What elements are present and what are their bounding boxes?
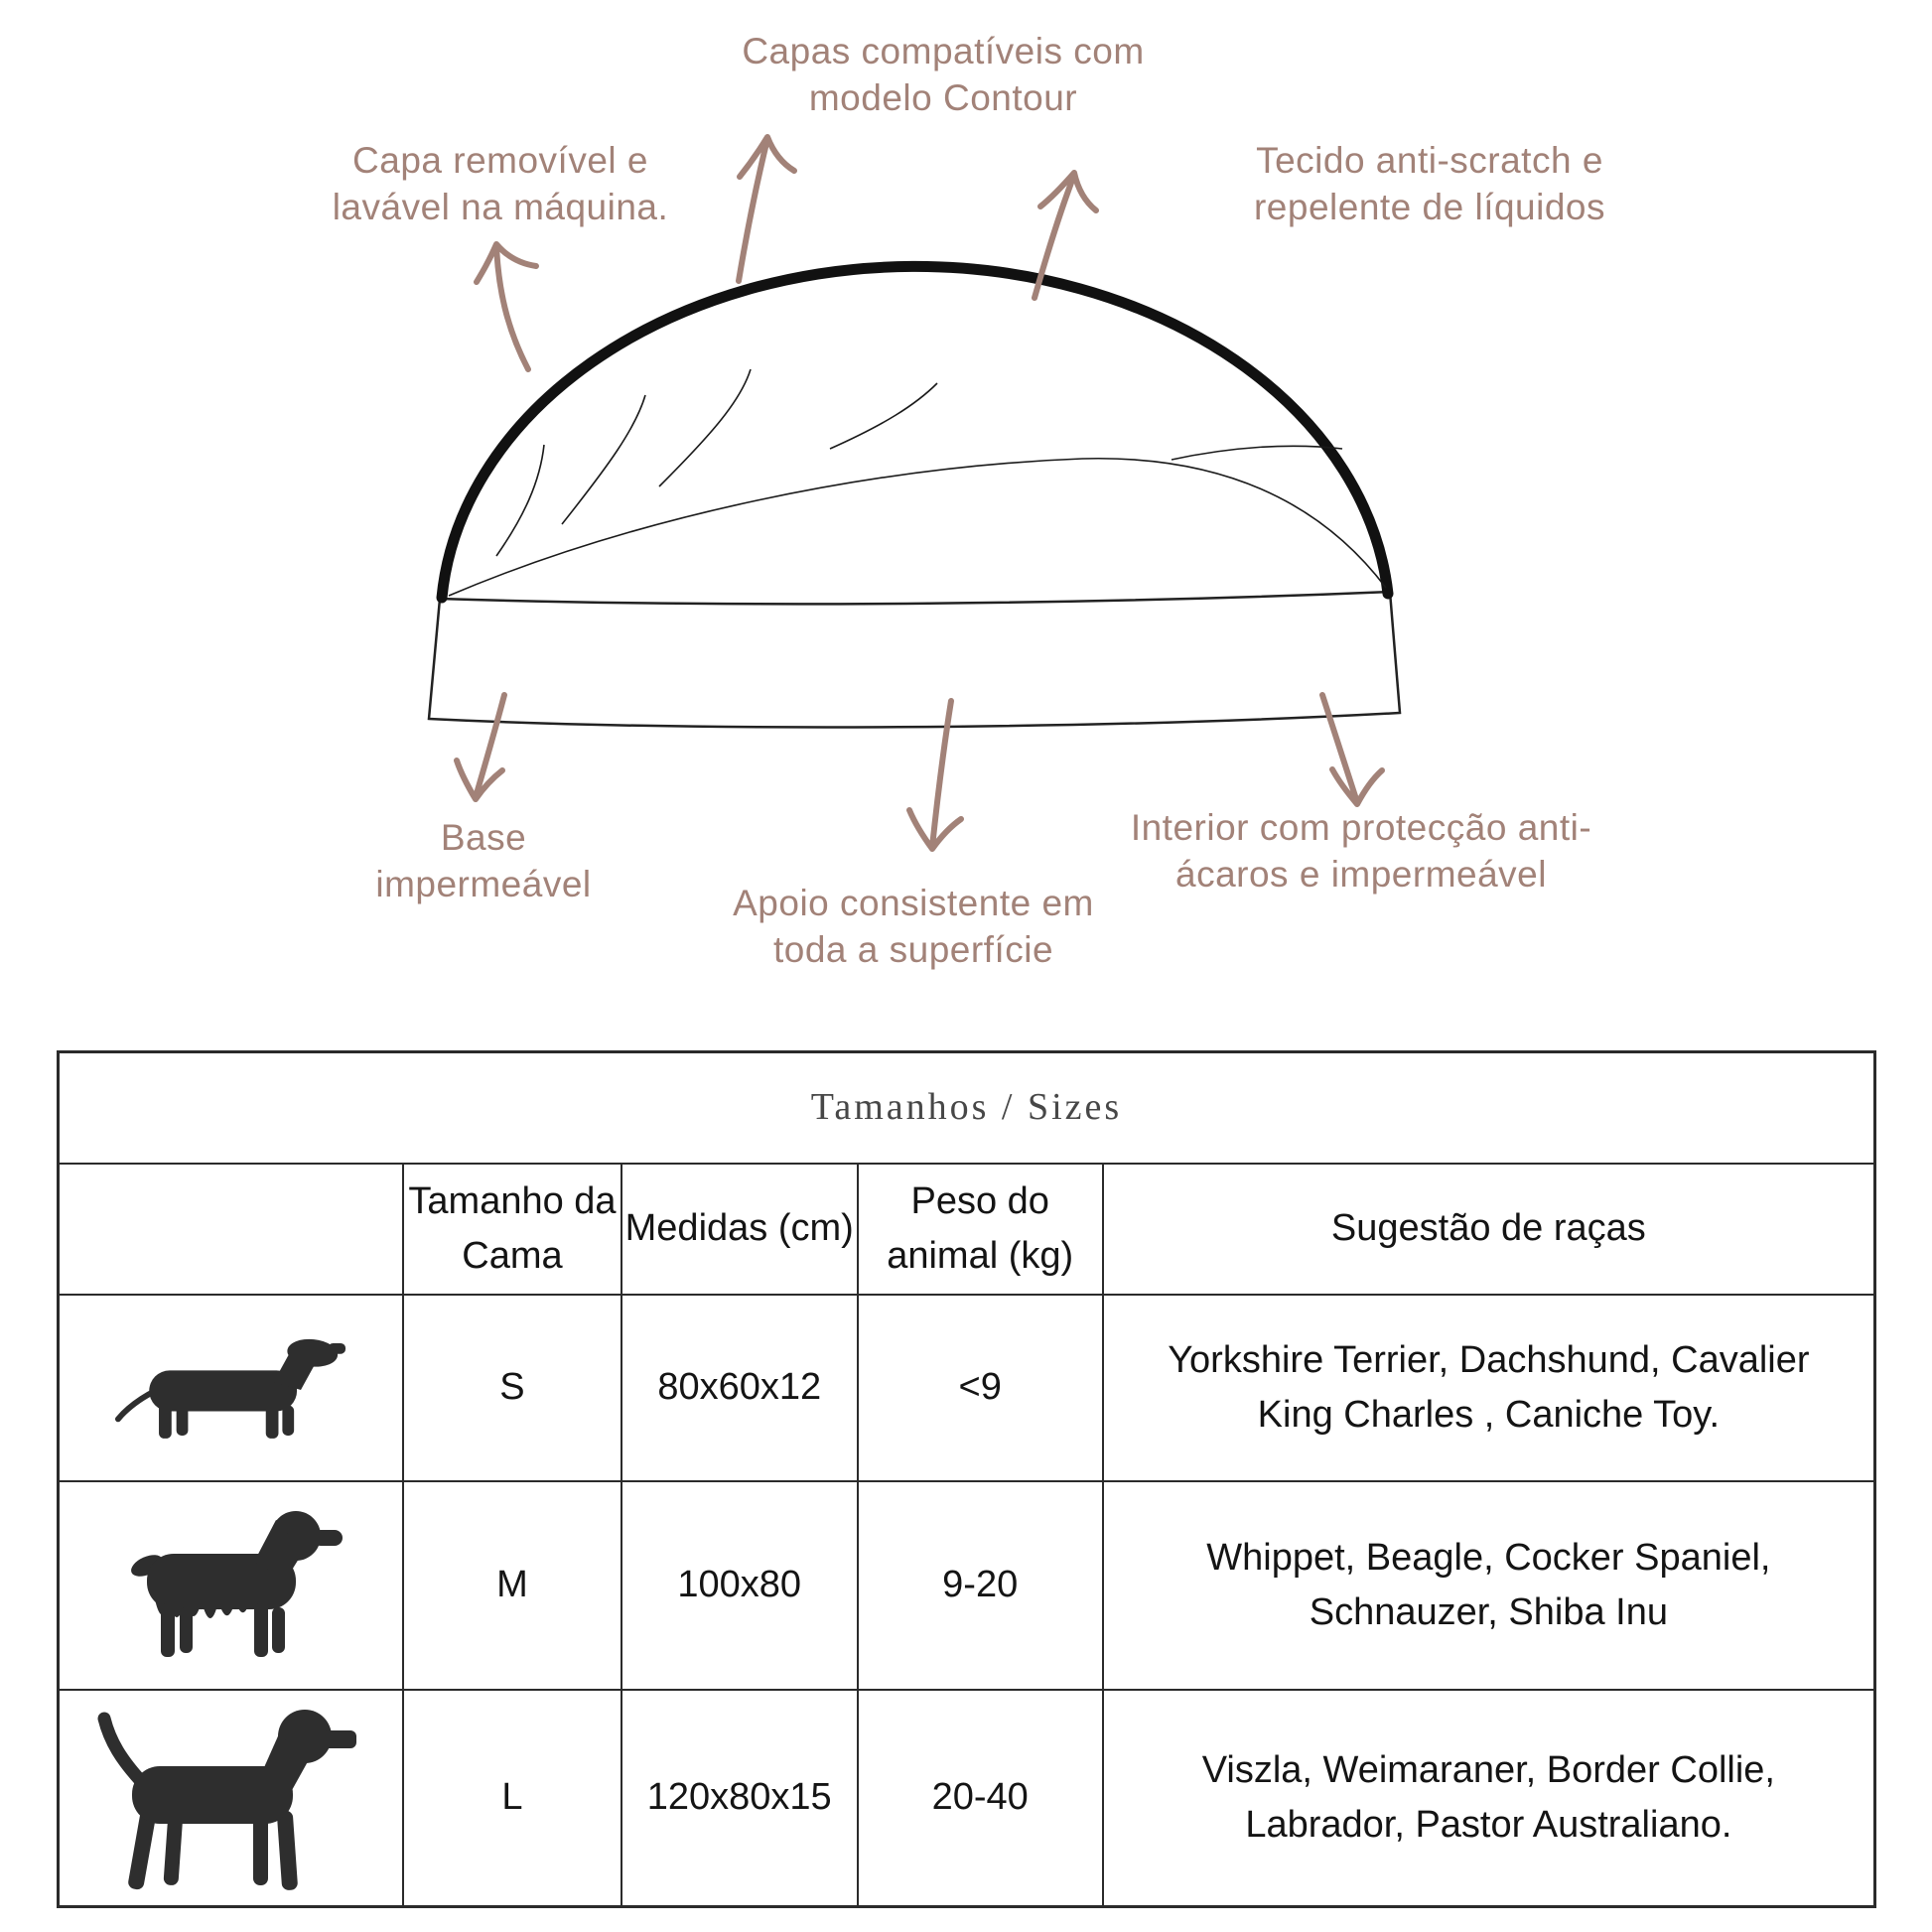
- label-anti-scratch-fabric: Tecido anti-scratch e repelente de líquidos: [1253, 140, 1606, 228]
- header-breed-suggestion: Sugestão de raças: [1103, 1164, 1875, 1295]
- cell-dog-m: [59, 1481, 404, 1690]
- cushion-fold-lines: [449, 369, 1386, 596]
- cell-size-s: S: [403, 1295, 621, 1481]
- cell-breeds-m: Whippet, Beagle, Cocker Spaniel, Schnauzer, Shiba Inu: [1103, 1481, 1875, 1690]
- table-title-row: [59, 1052, 1875, 1165]
- cell-breeds-s: Yorkshire Terrier, Dachshund, Cavalier King Charles , Caniche Toy.: [1103, 1295, 1875, 1481]
- arrow-top-center: [739, 137, 794, 281]
- cell-weight-s: <9: [858, 1295, 1103, 1481]
- cell-dog-s: [59, 1295, 404, 1481]
- bed-base: [429, 592, 1400, 727]
- table-row-size-m: [59, 1481, 1875, 1690]
- header-animal-weight: Peso do animal (kg): [858, 1164, 1103, 1295]
- header-icon-column: [59, 1164, 404, 1295]
- cell-measures-l: 120x80x15: [621, 1690, 858, 1907]
- label-anti-mite-interior: Interior com protecção anti-ácaros e impermeável: [1130, 807, 1592, 896]
- dachshund-icon: [114, 1329, 347, 1447]
- table-row-size-s: [59, 1295, 1875, 1481]
- cell-size-m: M: [403, 1481, 621, 1690]
- header-measures: Medidas (cm): [621, 1164, 858, 1295]
- cell-weight-m: 9-20: [858, 1481, 1103, 1690]
- label-waterproof-base: Base impermeável: [375, 817, 592, 905]
- header-bed-size: Tamanho da Cama: [403, 1164, 621, 1295]
- labrador-icon: [82, 1697, 380, 1900]
- table-row-size-l: [59, 1690, 1875, 1907]
- cell-measures-s: 80x60x12: [621, 1295, 858, 1481]
- table-title: Tamanhos / Sizes: [59, 1052, 1875, 1165]
- bed-dome-outline: [442, 266, 1388, 598]
- cell-breeds-l: Viszla, Weimaraner, Border Collie, Labrador, Pastor Australiano.: [1103, 1690, 1875, 1907]
- cell-measures-m: 100x80: [621, 1481, 858, 1690]
- cocker-spaniel-icon: [107, 1504, 355, 1668]
- annotation-arrows: [457, 137, 1382, 849]
- label-compatible-covers: Capas compatíveis com modelo Contour: [742, 31, 1145, 119]
- table-header-row: [59, 1164, 1875, 1295]
- cell-dog-l: [59, 1690, 404, 1907]
- label-consistent-support: Apoio consistente em toda a superfície: [733, 883, 1094, 971]
- cell-size-l: L: [403, 1690, 621, 1907]
- cell-weight-l: 20-40: [858, 1690, 1103, 1907]
- arrow-top-left: [477, 244, 536, 369]
- label-removable-cover: Capa removível e lavável na máquina.: [332, 140, 669, 228]
- sizes-table: [57, 1050, 1876, 1908]
